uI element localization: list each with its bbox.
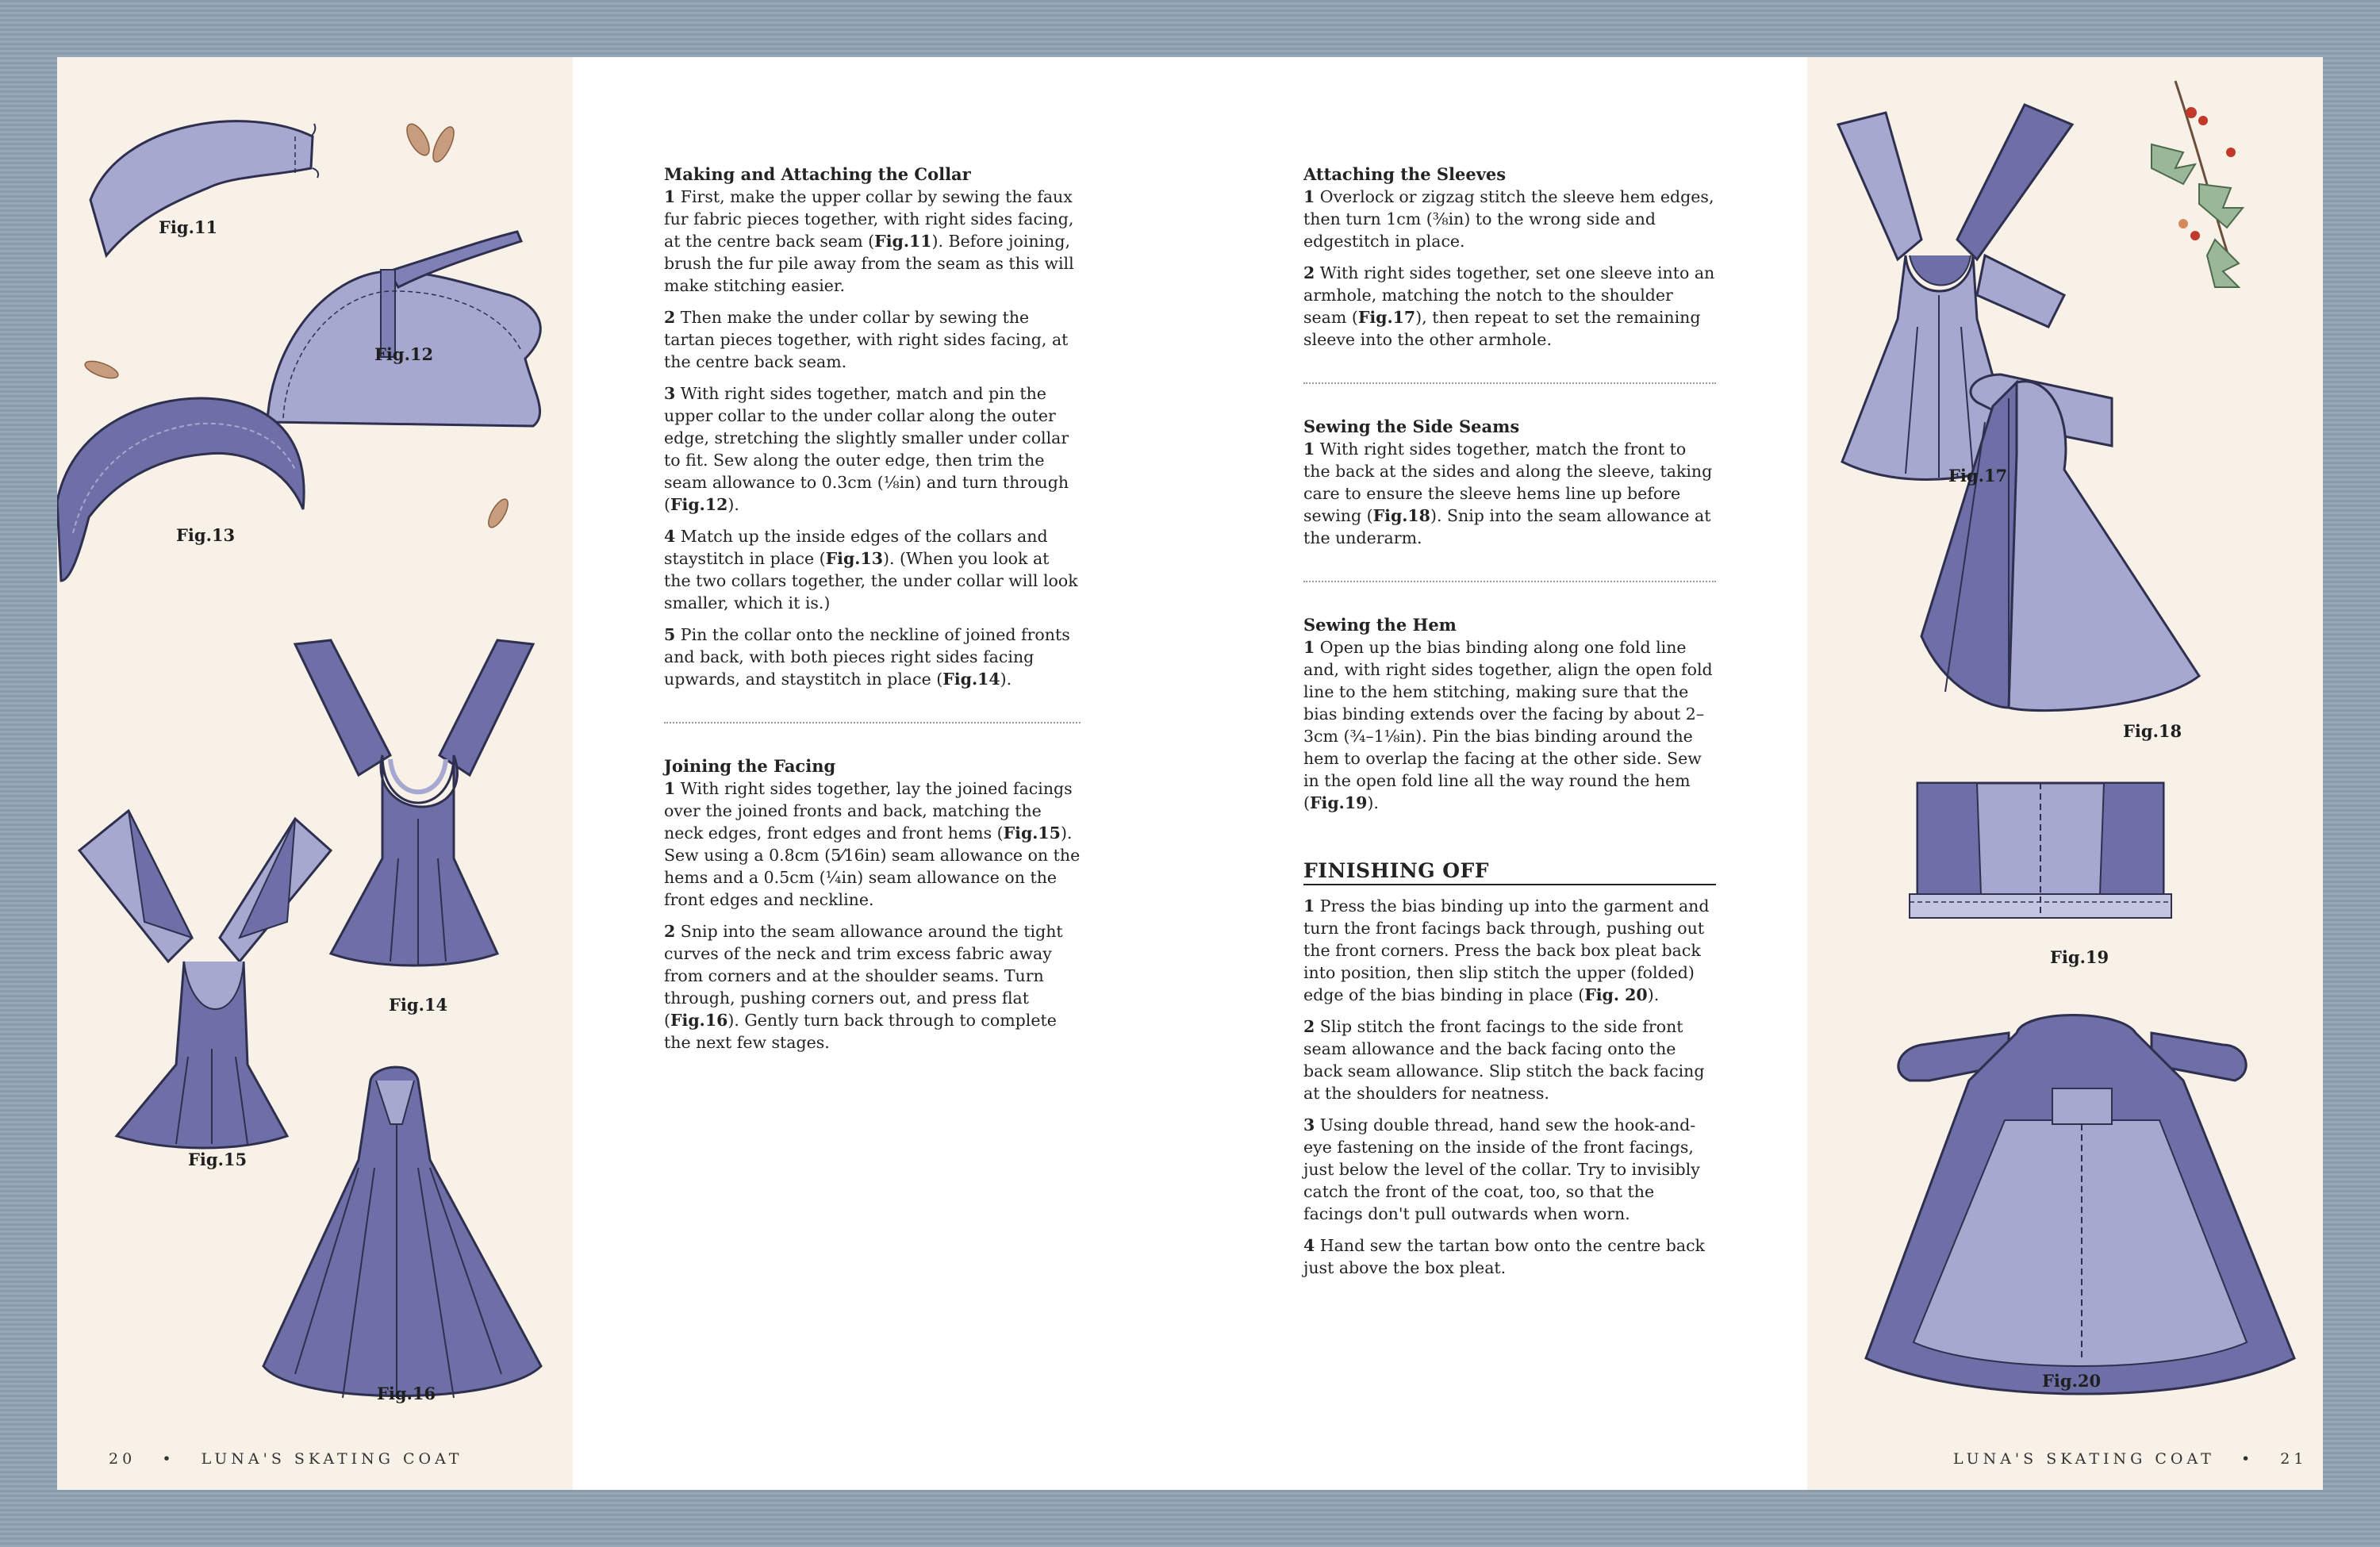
- step-paragraph: 2 With right sides together, set one sleeve into an armhole, matching the notch to the shoulder seam (Fig.17), then repeat to set the remaining sleeve into the other armhole.: [1303, 263, 1715, 349]
- divider: [1303, 382, 1716, 384]
- step-paragraph: 2 Then make the under collar by sewing the tartan pieces together, with right sides facing, at the centre back seam.: [664, 308, 1069, 371]
- step-paragraph: 5 Pin the collar onto the neckline of joined fronts and back, with both pieces right sides facing upwards, and staystitch in place (Fig.14).: [664, 625, 1070, 689]
- section-hem: [1303, 614, 1716, 814]
- fig13-label: Fig.13: [176, 525, 236, 545]
- step-paragraph: 1 Open up the bias binding along one fold line and, with right sides together, align the open fold line to the hem stitching, making sure that the bias binding extends over the facing by about 2–3cm (¾–1⅛in). Pin the bias binding around the hem to overlap the facing at the other side. Sew in the open fold line all the way round the hem (Fig.19).: [1303, 638, 1713, 812]
- fig20-finished-coat-illustration: [1866, 1015, 2294, 1395]
- section-heading: Joining the Facing: [664, 756, 836, 776]
- step-paragraph: 4 Hand sew the tartan bow onto the centre back just above the box pleat.: [1303, 1236, 1705, 1277]
- section-heading: Sewing the Side Seams: [1303, 416, 1520, 436]
- section-finishing: [1303, 860, 1716, 1279]
- step-paragraph: 2 Snip into the seam allowance around the tight curves of the neck and trim excess fabric away from corners and at the shoulder seams. Turn through, pushing corners out, and press flat (Fig.16). Gently turn back through to complete the next few stages.: [664, 922, 1063, 1052]
- fig13-collar-illustration: [57, 398, 304, 581]
- holly-decoration-icon: [2152, 81, 2243, 287]
- illustrations: [57, 57, 2323, 1490]
- fig15-coat-facing-illustration: [79, 811, 331, 1148]
- book-spread: [57, 57, 2323, 1490]
- step-paragraph: 1 With right sides together, lay the joined facings over the joined fronts and back, matching the neck edges, front edges and front hems (Fig.15). Sew using a 0.8cm (5⁄16in) seam allowance on the hems and a 0.5cm (¼in) seam allowance on the front edges and neckline.: [664, 779, 1081, 909]
- fig15-label: Fig.15: [188, 1150, 248, 1169]
- right-page-footer: [1953, 1450, 2307, 1468]
- section-heading-major: FINISHING OFF: [1303, 860, 1716, 885]
- section-collar: [664, 163, 1081, 690]
- fig16-coat-turned-illustration: [263, 1067, 541, 1398]
- step-paragraph: 1 With right sides together, match the front to the back at the sides and along the sleeve, taking care to ensure the sleeve hems line up before sewing (Fig.18). Snip into the seam allowance at the underarm.: [1303, 440, 1713, 547]
- fig11-label: Fig.11: [159, 217, 218, 237]
- fig17-label: Fig.17: [1948, 466, 2008, 486]
- page-number: 20: [109, 1450, 136, 1468]
- fig16-label: Fig.16: [377, 1384, 436, 1403]
- section-sleeves: [1303, 163, 1716, 351]
- step-paragraph: 1 First, make the upper collar by sewing the faux fur fabric pieces together, with right sides facing, at the centre back seam (Fig.11). Before joining, brush the fur pile away from the seam as this will make stitching easier.: [664, 187, 1074, 295]
- footer-title: LUNA'S SKATING COAT: [201, 1450, 463, 1468]
- page-number: 21: [2280, 1450, 2308, 1468]
- section-side-seams: [1303, 416, 1716, 549]
- fig14-label: Fig.14: [389, 995, 448, 1015]
- fig12-collar-illustration: [267, 232, 540, 426]
- instructions-column-left: [664, 163, 1081, 1063]
- step-paragraph: 4 Match up the inside edges of the collars and staystitch in place (Fig.13). (When you look at the two collars together, the under collar will look smaller, which it is.): [664, 527, 1078, 612]
- fig12-label: Fig.12: [374, 344, 434, 364]
- fig19-label: Fig.19: [2050, 947, 2109, 967]
- instructions-column-right: [1303, 163, 1716, 1288]
- section-facing: [664, 755, 1081, 1054]
- footer-title: LUNA'S SKATING COAT: [1953, 1450, 2215, 1468]
- footer-bullet: •: [2240, 1450, 2255, 1468]
- divider: [1303, 581, 1716, 582]
- fig19-hem-illustration: [1910, 783, 2171, 918]
- step-paragraph: 2 Slip stitch the front facings to the side front seam allowance and the back facing onto the back seam allowance. Slip stitch the back facing at the shoulders for neatness.: [1303, 1017, 1705, 1103]
- section-heading: Sewing the Hem: [1303, 615, 1457, 635]
- fig20-label: Fig.20: [2042, 1371, 2102, 1391]
- step-paragraph: 1 Overlock or zigzag stitch the sleeve hem edges, then turn 1cm (⅜in) to the wrong side and edgestitch in place.: [1303, 187, 1714, 251]
- divider: [664, 722, 1081, 724]
- footer-bullet: •: [162, 1450, 175, 1468]
- section-heading: Attaching the Sleeves: [1303, 164, 1507, 184]
- fig14-coat-collar-illustration: [295, 640, 533, 965]
- section-heading: Making and Attaching the Collar: [664, 164, 971, 184]
- fig18-label: Fig.18: [2123, 721, 2182, 741]
- step-paragraph: 1 Press the bias binding up into the garment and turn the front facings back through, pushing out the front corners. Press the back box pleat back into position, then slip stitch the upper (folded) edge of the bias binding in place (Fig. 20).: [1303, 896, 1710, 1004]
- left-page-footer: [109, 1450, 463, 1468]
- step-paragraph: 3 Using double thread, hand sew the hook-and-eye fastening on the inside of the front facings, just below the level of the collar. Try to invisibly catch the front of the coat, too, so that the facings don't pull outwards when worn.: [1303, 1115, 1700, 1223]
- step-paragraph: 3 With right sides together, match and pin the upper collar to the under collar along the outer edge, stretching the slightly smaller under collar to fit. Sew along the outer edge, then trim the seam allowance to 0.3cm (⅛in) and turn through (Fig.12).: [664, 384, 1069, 514]
